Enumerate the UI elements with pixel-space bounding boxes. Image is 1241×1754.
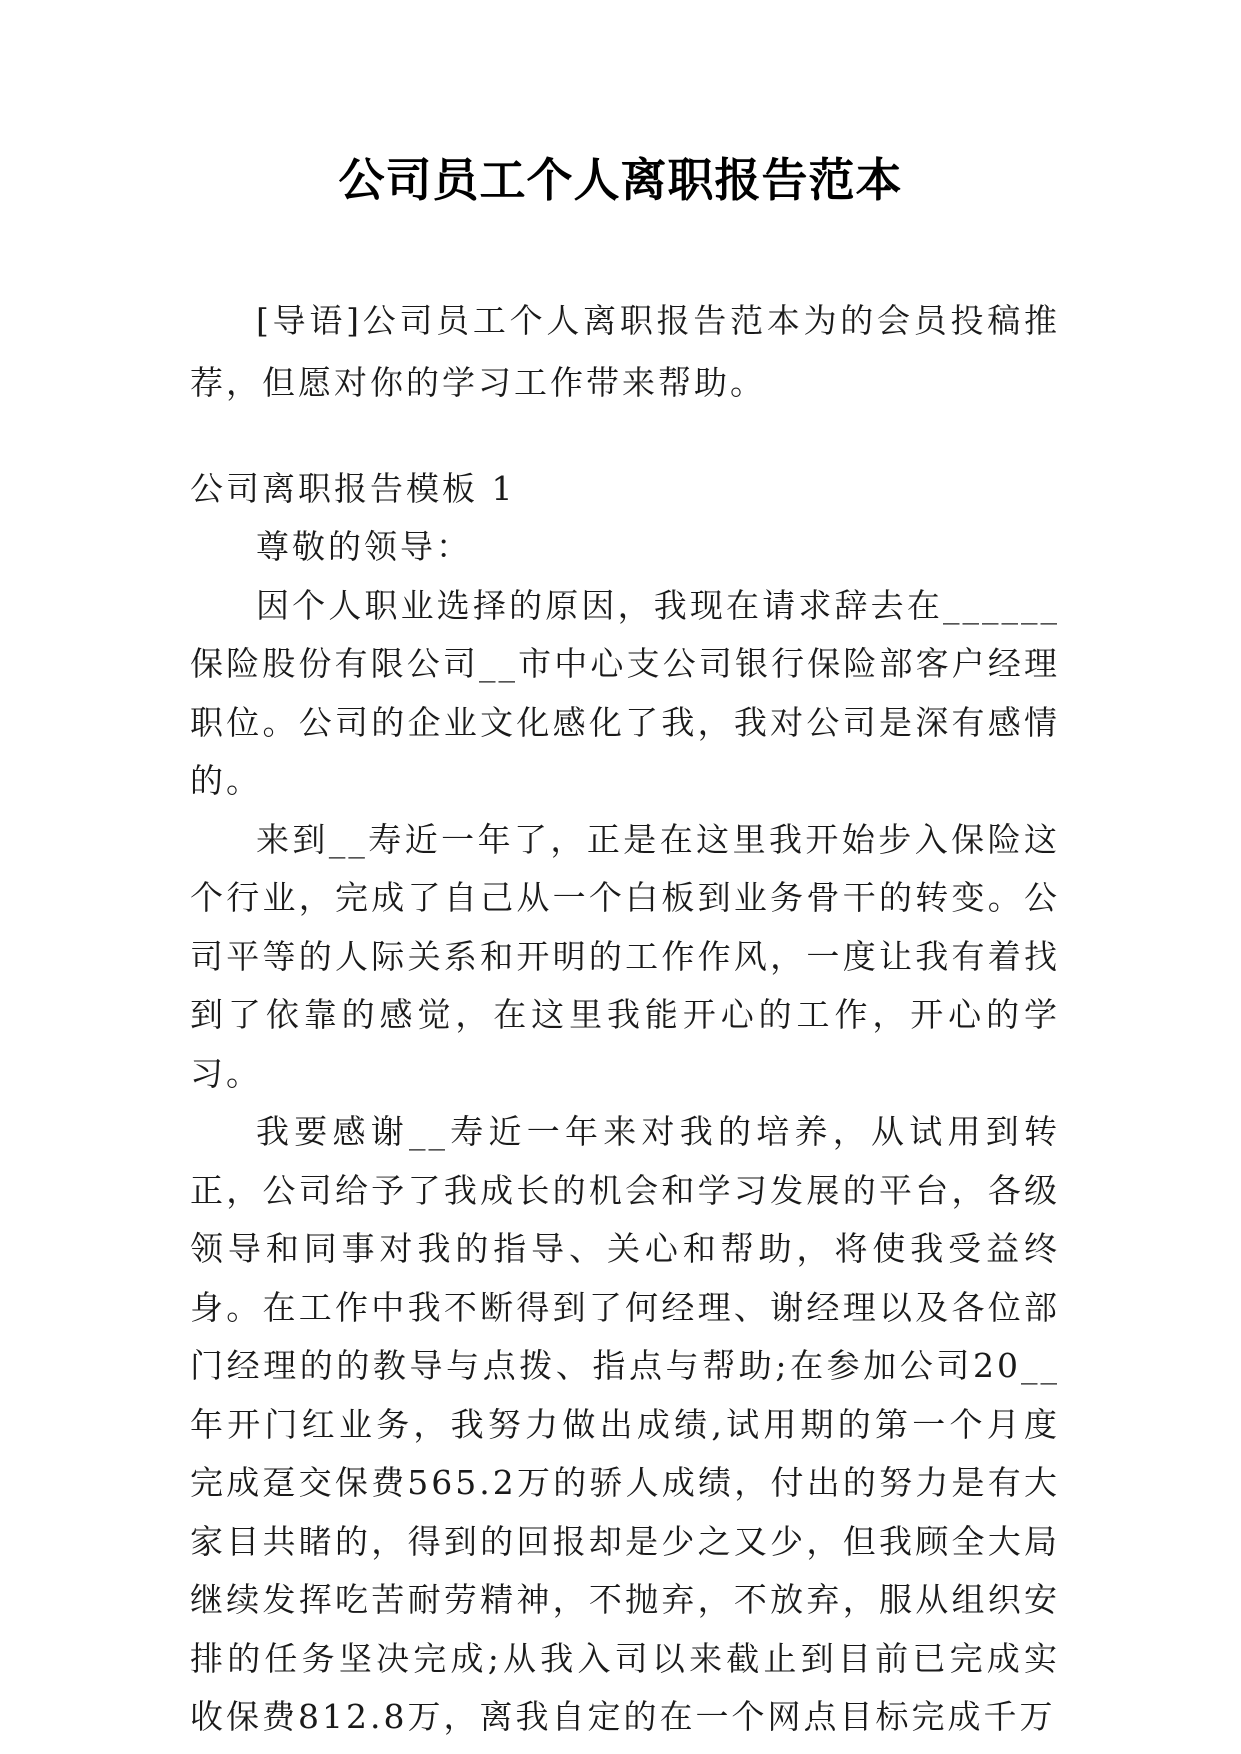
body-paragraph: 来到__寿近一年了，正是在这里我开始步入保险这个行业，完成了自己从一个白板到业务骨干的转变。公司平等的人际关系和开明的工作作风，一度让我有着找到了依靠的感觉，在这里我能开心的工作，开心的学习。 (190, 819, 1060, 1093)
section-title: 公司离职报告模板 1 (190, 469, 516, 508)
intro-paragraph: [导语]公司员工个人离职报告范本为的会员投稿推荐，但愿对你的学习工作带来帮助。 (190, 301, 1060, 402)
salutation: 尊敬的领导： (256, 527, 472, 566)
body-paragraph: 因个人职业选择的原因，我现在请求辞去在______保险股份有限公司__市中心支公司银行保险部客户经理职位。公司的企业文化感化了我，我对公司是深有感情的。 (190, 585, 1060, 800)
letter-body (190, 518, 1060, 1747)
body-paragraph: 我要感谢__寿近一年来对我的培养，从试用到转正，公司给予了我成长的机会和学习发展的平台，各级领导和同事对我的指导、关心和帮助，将使我受益终身。在工作中我不断得到了何经理、谢经理以及各位部门经理的的教导与点拨、指点与帮助;在参加公司20__年开门红业务，我努力做出成绩,试用期的第一个月度完成趸交保费565.2万的骄人成绩，付出的努力是有大家目共睹的，得到的回报却是少之又少，但我顾全大局继续发挥吃苦耐劳精神，不抛弃，不放弃，服从组织安排的任务坚决完成;从我入司以来截止到目前已完成实收保费812.8万，离我自定的在一个网点目标完成千万 (190, 1112, 1060, 1736)
document-title: 公司员工个人离职报告范本 (338, 153, 903, 207)
